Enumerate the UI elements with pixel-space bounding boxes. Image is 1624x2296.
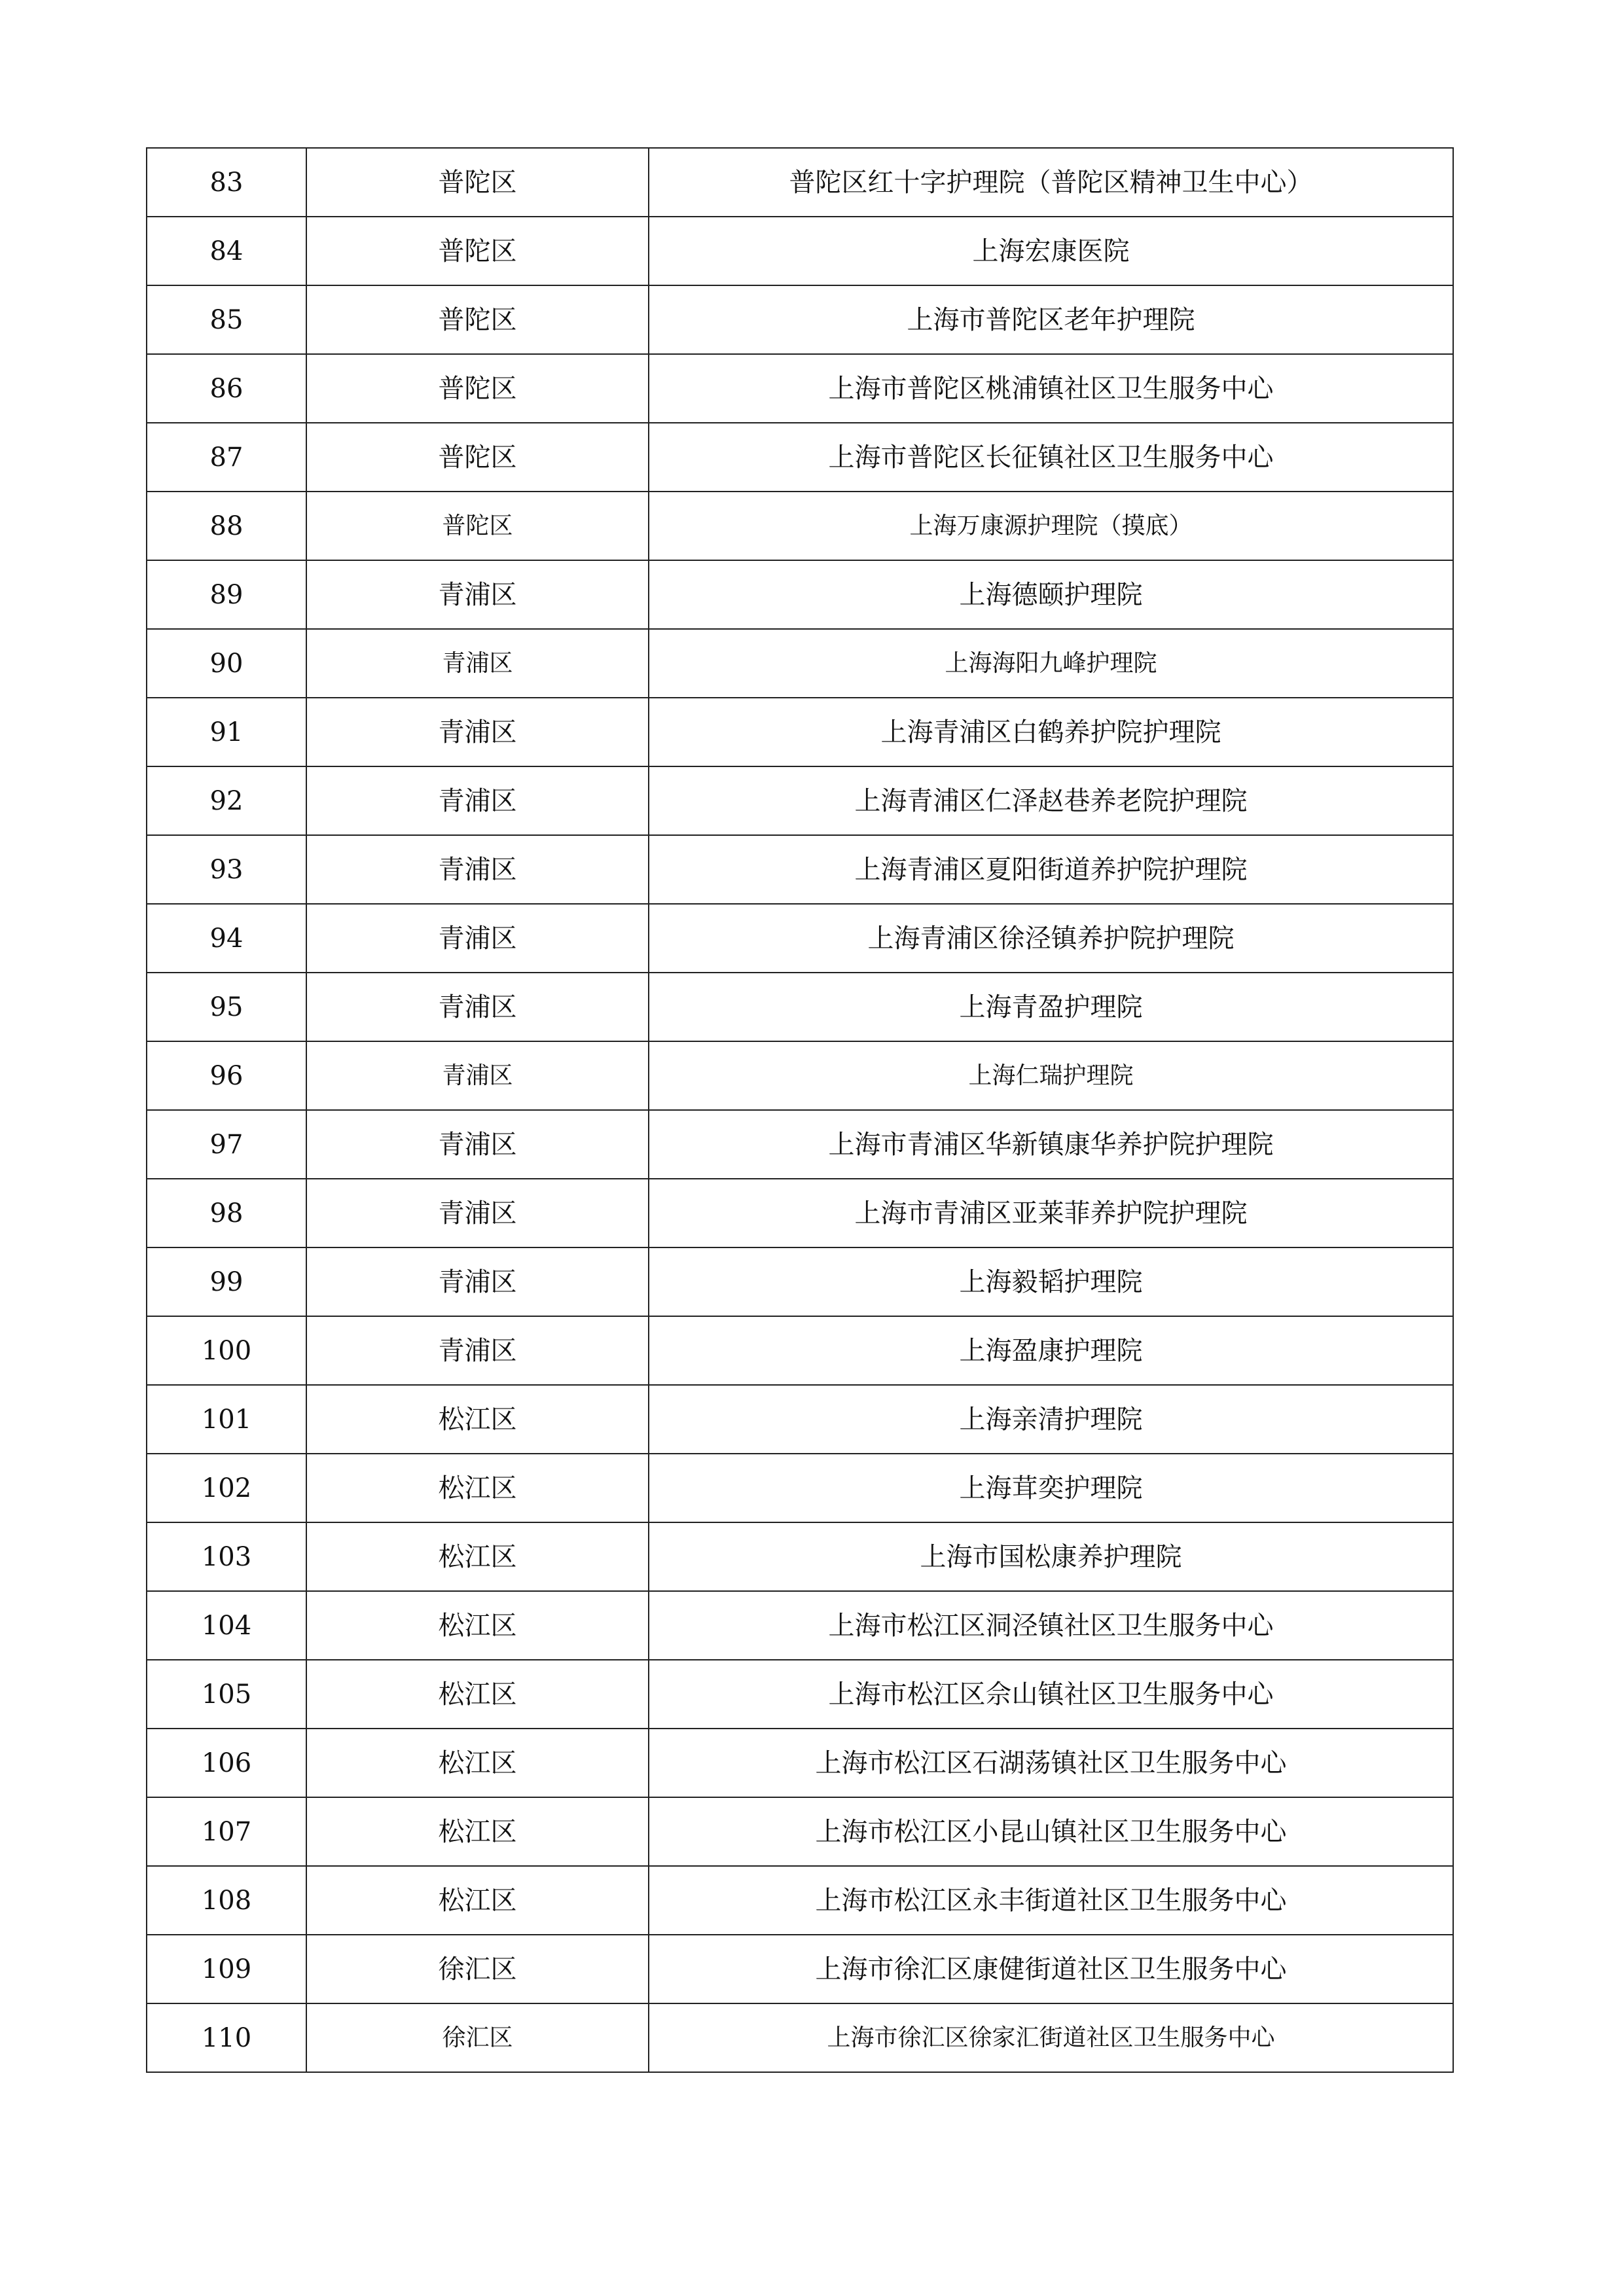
district-cell: 徐汇区 [306,1935,649,2003]
district-cell: 徐汇区 [306,2003,649,2072]
district-cell: 青浦区 [306,766,649,835]
institution-name-cell: 上海德颐护理院 [649,560,1453,629]
table-body [147,148,1453,2072]
row-number-cell: 110 [147,2003,306,2072]
table-row [147,698,1453,766]
institution-name-cell: 上海市松江区永丰街道社区卫生服务中心 [649,1866,1453,1935]
row-number-cell: 108 [147,1866,306,1935]
institution-name-cell: 上海市普陀区桃浦镇社区卫生服务中心 [649,354,1453,423]
institution-name-cell: 上海青浦区夏阳街道养护院护理院 [649,835,1453,904]
institution-name-cell: 上海毅韬护理院 [649,1247,1453,1316]
row-number-cell: 100 [147,1316,306,1385]
row-number-cell: 103 [147,1522,306,1591]
table-row [147,1041,1453,1110]
table-row [147,1522,1453,1591]
district-cell: 松江区 [306,1522,649,1591]
institution-name-cell: 上海亲清护理院 [649,1385,1453,1454]
row-number-cell: 106 [147,1729,306,1797]
district-cell: 青浦区 [306,1110,649,1179]
district-cell: 普陀区 [306,285,649,354]
row-number-cell: 101 [147,1385,306,1454]
district-cell: 松江区 [306,1454,649,1522]
row-number-cell: 89 [147,560,306,629]
table-row [147,423,1453,492]
row-number-cell: 83 [147,148,306,217]
district-cell: 松江区 [306,1660,649,1729]
row-number-cell: 99 [147,1247,306,1316]
table-row [147,1385,1453,1454]
table-row [147,1797,1453,1866]
institution-name-cell: 上海青浦区白鹤养护院护理院 [649,698,1453,766]
institution-name-cell: 普陀区红十字护理院（普陀区精神卫生中心） [649,148,1453,217]
district-cell: 青浦区 [306,835,649,904]
table-row [147,766,1453,835]
district-cell: 青浦区 [306,973,649,1041]
row-number-cell: 85 [147,285,306,354]
district-cell: 青浦区 [306,1316,649,1385]
district-cell: 普陀区 [306,423,649,492]
row-number-cell: 96 [147,1041,306,1110]
institution-name-cell: 上海仁瑞护理院 [649,1041,1453,1110]
row-number-cell: 97 [147,1110,306,1179]
district-cell: 青浦区 [306,698,649,766]
institution-name-cell: 上海市国松康养护理院 [649,1522,1453,1591]
row-number-cell: 91 [147,698,306,766]
institution-name-cell: 上海市徐汇区康健街道社区卫生服务中心 [649,1935,1453,2003]
district-cell: 普陀区 [306,217,649,285]
institution-name-cell: 上海市徐汇区徐家汇街道社区卫生服务中心 [649,2003,1453,2072]
institution-name-cell: 上海市松江区石湖荡镇社区卫生服务中心 [649,1729,1453,1797]
row-number-cell: 95 [147,973,306,1041]
district-cell: 松江区 [306,1385,649,1454]
district-cell: 普陀区 [306,148,649,217]
institution-name-cell: 上海市普陀区老年护理院 [649,285,1453,354]
table-row [147,1110,1453,1179]
district-cell: 松江区 [306,1729,649,1797]
table-row [147,217,1453,285]
district-cell: 青浦区 [306,629,649,698]
table-row [147,1729,1453,1797]
table-row [147,492,1453,560]
table-row [147,1316,1453,1385]
district-cell: 松江区 [306,1797,649,1866]
row-number-cell: 107 [147,1797,306,1866]
row-number-cell: 86 [147,354,306,423]
table-row [147,354,1453,423]
row-number-cell: 98 [147,1179,306,1247]
table-row [147,1591,1453,1660]
row-number-cell: 93 [147,835,306,904]
institution-table [146,147,1454,2073]
institution-name-cell: 上海市松江区洞泾镇社区卫生服务中心 [649,1591,1453,1660]
row-number-cell: 104 [147,1591,306,1660]
institution-name-cell: 上海市松江区小昆山镇社区卫生服务中心 [649,1797,1453,1866]
row-number-cell: 105 [147,1660,306,1729]
institution-name-cell: 上海市青浦区亚莱菲养护院护理院 [649,1179,1453,1247]
table-row [147,1454,1453,1522]
district-cell: 松江区 [306,1866,649,1935]
institution-name-cell: 上海青浦区仁泽赵巷养老院护理院 [649,766,1453,835]
district-cell: 青浦区 [306,1179,649,1247]
institution-name-cell: 上海青盈护理院 [649,973,1453,1041]
row-number-cell: 87 [147,423,306,492]
institution-name-cell: 上海青浦区徐泾镇养护院护理院 [649,904,1453,973]
institution-name-cell: 上海盈康护理院 [649,1316,1453,1385]
table-row [147,835,1453,904]
table-row [147,629,1453,698]
district-cell: 青浦区 [306,560,649,629]
district-cell: 松江区 [306,1591,649,1660]
table-row [147,285,1453,354]
row-number-cell: 109 [147,1935,306,2003]
table-row [147,1179,1453,1247]
district-cell: 普陀区 [306,492,649,560]
table-row [147,973,1453,1041]
row-number-cell: 92 [147,766,306,835]
table-row [147,1935,1453,2003]
district-cell: 青浦区 [306,904,649,973]
table-row [147,1866,1453,1935]
district-cell: 青浦区 [306,1041,649,1110]
district-cell: 青浦区 [306,1247,649,1316]
row-number-cell: 94 [147,904,306,973]
table-row [147,2003,1453,2072]
institution-name-cell: 上海万康源护理院（摸底） [649,492,1453,560]
table-row [147,148,1453,217]
table-row [147,560,1453,629]
institution-name-cell: 上海市松江区佘山镇社区卫生服务中心 [649,1660,1453,1729]
district-cell: 普陀区 [306,354,649,423]
institution-name-cell: 上海茸奕护理院 [649,1454,1453,1522]
table-row [147,1247,1453,1316]
row-number-cell: 84 [147,217,306,285]
row-number-cell: 88 [147,492,306,560]
institution-name-cell: 上海宏康医院 [649,217,1453,285]
table-row [147,904,1453,973]
table-row [147,1660,1453,1729]
row-number-cell: 102 [147,1454,306,1522]
row-number-cell: 90 [147,629,306,698]
institution-name-cell: 上海海阳九峰护理院 [649,629,1453,698]
institution-name-cell: 上海市青浦区华新镇康华养护院护理院 [649,1110,1453,1179]
institution-name-cell: 上海市普陀区长征镇社区卫生服务中心 [649,423,1453,492]
